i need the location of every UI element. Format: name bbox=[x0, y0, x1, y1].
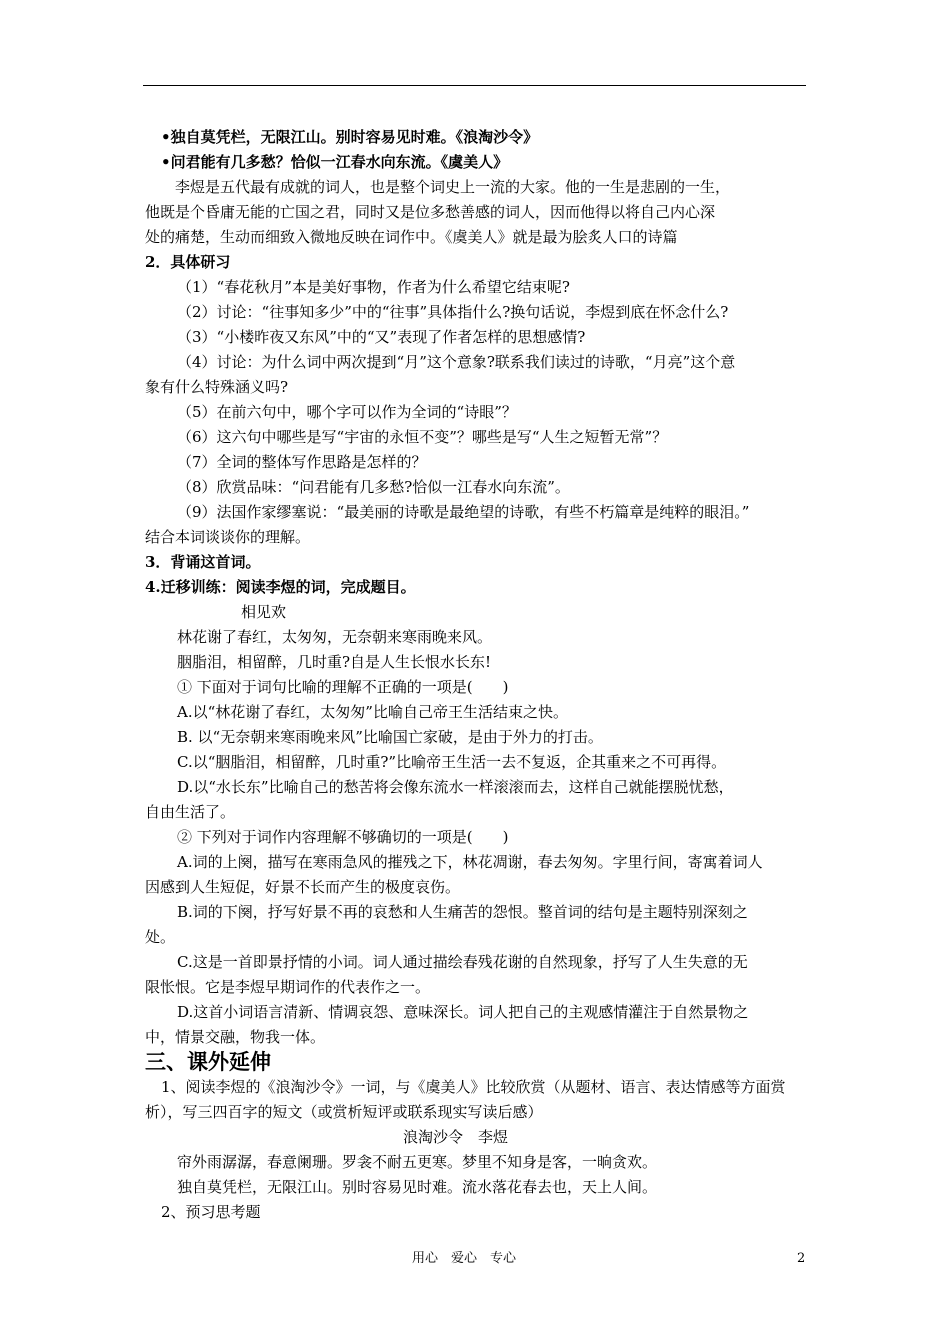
part3-item-line: 2、预习思考题 bbox=[161, 1203, 261, 1221]
question-line: （6）这六句中哪些是写“宇宙的永恒不变”？哪些是写“人生之短暂无常”？ bbox=[177, 428, 668, 446]
option-line: 因感到人生短促，好景不长而产生的极度哀伤。 bbox=[145, 878, 461, 896]
quote-line-2: •问君能有几多愁？恰似一江春水向东流。《虞美人》 bbox=[161, 153, 509, 171]
question-line: （1）“春花秋月”本是美好事物，作者为什么希望它结束呢? bbox=[177, 278, 570, 296]
part3-item-line: 析），写三四百字的短文（或赏析短评或联系现实写读后感） bbox=[145, 1103, 543, 1121]
question-line: （2）讨论：“往事知多少”中的“往事”具体指什么?换句话说，李煜到底在怀念什么? bbox=[177, 303, 729, 321]
option-line: 自由生活了。 bbox=[145, 803, 236, 821]
poem-line: 独自莫凭栏，无限江山。别时容易见时难。流水落花春去也，天上人间。 bbox=[177, 1178, 658, 1196]
footer-motto: 用心 爱心 专心 bbox=[412, 1251, 517, 1266]
poem-title: 浪淘沙令 李煜 bbox=[403, 1128, 509, 1146]
option-line: A.词的上阕，描写在寒雨急风的摧残之下，林花凋谢，春去匆匆。字里行间，寄寓着词人 bbox=[177, 853, 763, 871]
option-line: B.词的下阕，抒写好景不再的哀愁和人生痛苦的怨恨。整首词的结句是主题特别深刻之 bbox=[177, 903, 748, 921]
option-line: 限怅恨。它是李煜早期词作的代表作之一。 bbox=[145, 978, 431, 996]
question-stem: ② 下列对于词作内容理解不够确切的一项是( ) bbox=[177, 828, 509, 846]
option-line: C.这是一首即景抒情的小词。词人通过描绘春残花谢的自然现象，抒写了人生失意的无 bbox=[177, 953, 748, 971]
option-line: D.这首小词语言清新、情调哀怨、意味深长。词人把自己的主观感情灌注于自然景物之 bbox=[177, 1003, 749, 1021]
question-stem: ① 下面对于词句比喻的理解不正确的一项是( ) bbox=[177, 678, 509, 696]
intro-line-3: 处的痛楚，生动而细致入微地反映在词作中。《虞美人》就是最为脍炙人口的诗篇 bbox=[145, 228, 678, 246]
option-line: 中，情景交融，物我一体。 bbox=[145, 1028, 326, 1046]
question-line: （7）全词的整体写作思路是怎样的？ bbox=[177, 453, 427, 471]
section4-heading: 4.迁移训练：阅读李煜的词，完成题目。 bbox=[145, 578, 416, 596]
question-line: （4）讨论：为什么词中两次提到“月”这个意象?联系我们读过的诗歌，“月亮”这个意 bbox=[177, 353, 736, 371]
poem-line: 胭脂泪，相留醉，几时重?自是人生长恨水长东! bbox=[177, 653, 492, 671]
option-line: 处。 bbox=[145, 928, 176, 946]
quote-line-1: •独自莫凭栏，无限江山。别时容易见时难。《浪淘沙令》 bbox=[161, 128, 539, 146]
part3-heading: 三、课外延伸 bbox=[145, 1050, 271, 1074]
question-line: （9）法国作家缪塞说：“最美丽的诗歌是最绝望的诗歌，有些不朽篇章是纯粹的眼泪。” bbox=[177, 503, 750, 521]
poem-line: 帘外雨潺潺，春意阑珊。罗衾不耐五更寒。梦里不知身是客，一晌贪欢。 bbox=[177, 1153, 658, 1171]
header-rule bbox=[143, 85, 806, 86]
section2-heading: 2．具体研习 bbox=[145, 253, 231, 271]
intro-line-1: 李煜是五代最有成就的词人，也是整个词史上一流的大家。他的一生是悲剧的一生， bbox=[175, 178, 731, 196]
poem-title: 相见欢 bbox=[241, 603, 287, 621]
question-line: （8）欣赏品味：“问君能有几多愁?恰似一江春水向东流”。 bbox=[177, 478, 570, 496]
question-line: 象有什么特殊涵义吗? bbox=[145, 378, 289, 396]
part3-item-line: 1、阅读李煜的《浪淘沙令》一词，与《虞美人》比较欣赏（从题材、语言、表达情感等方面赏 bbox=[161, 1078, 786, 1096]
option-line: D.以“水长东”比喻自己的愁苦将会像东流水一样滚滚而去，这样自己就能摆脱忧愁， bbox=[177, 778, 734, 796]
intro-line-2: 他既是个昏庸无能的亡国之君，同时又是位多愁善感的词人，因而他得以将自己内心深 bbox=[145, 203, 716, 221]
question-line: （3）“小楼昨夜又东风”中的“又”表现了作者怎样的思想感情? bbox=[177, 328, 586, 346]
option-line: C.以“胭脂泪，相留醉，几时重?”比喻帝王生活一去不复返，企其重来之不可再得。 bbox=[177, 753, 727, 771]
option-line: A.以“林花谢了春红，太匆匆”比喻自己帝王生活结束之快。 bbox=[177, 703, 568, 721]
question-line: 结合本词谈谈你的理解。 bbox=[145, 528, 311, 546]
page-number: 2 bbox=[797, 1251, 806, 1266]
section3-heading: 3．背诵这首词。 bbox=[145, 553, 261, 571]
option-line: B. 以“无奈朝来寒雨晚来风”比喻国亡家破，是由于外力的打击。 bbox=[177, 728, 603, 746]
poem-line: 林花谢了春红，太匆匆，无奈朝来寒雨晚来风。 bbox=[177, 628, 493, 646]
question-line: （5）在前六句中，哪个字可以作为全词的“诗眼”？ bbox=[177, 403, 517, 421]
